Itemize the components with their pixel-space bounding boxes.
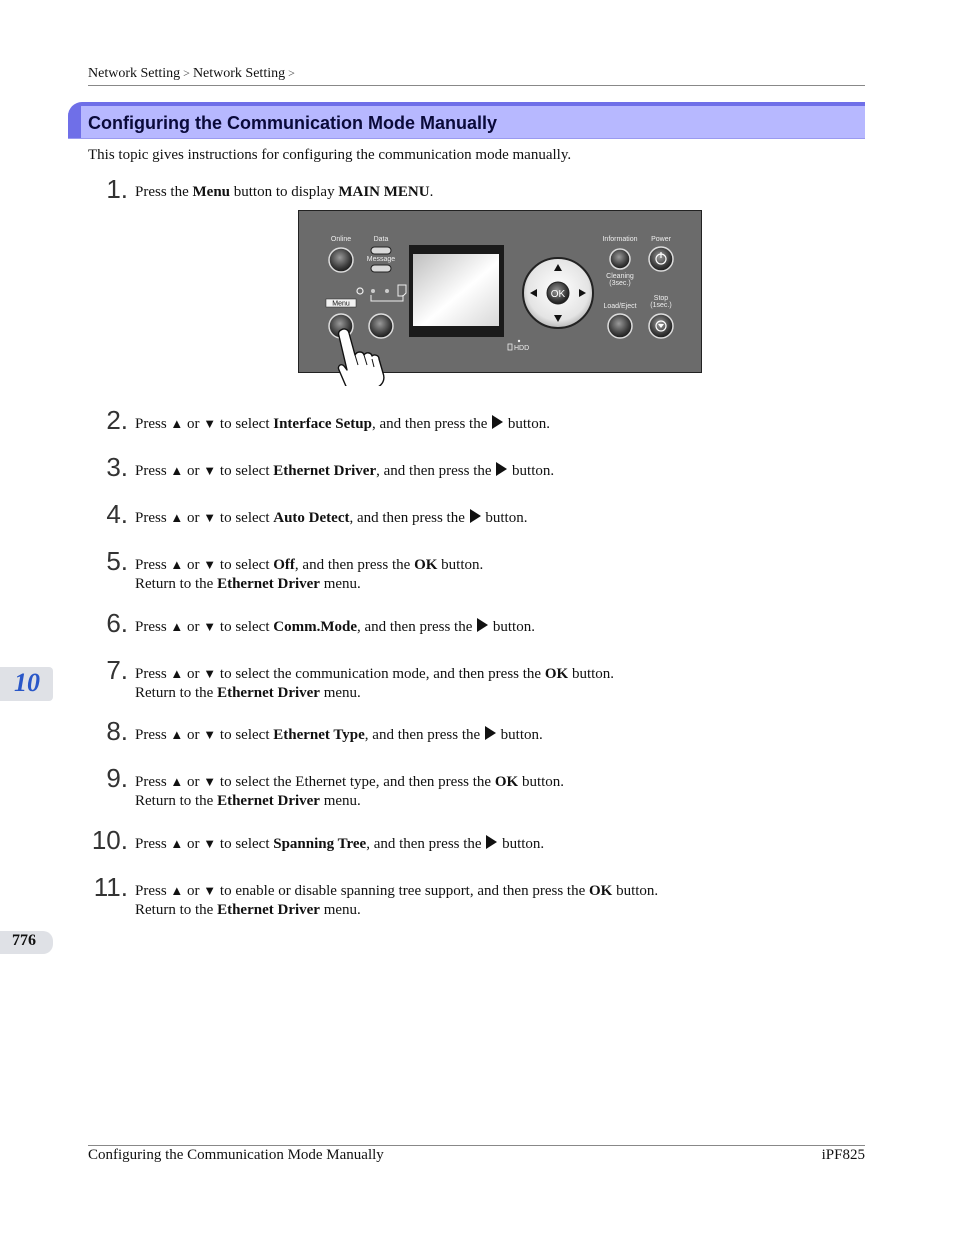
breadcrumb [88, 66, 865, 86]
step-text-part: to select [219, 727, 270, 743]
down-arrow-icon: ▼ [203, 463, 217, 478]
menu-item-name: Spanning Tree [273, 836, 367, 852]
step-text-part: , and then press the [364, 727, 481, 743]
page-title: Configuring the Communication Mode Manually [88, 113, 497, 133]
cleaning-time-label: (3sec.) [609, 280, 631, 287]
step-text-part: menu. [323, 576, 361, 592]
ok-key-label: OK [544, 666, 569, 682]
right-arrow-icon [485, 726, 496, 740]
step-text-part: or [187, 416, 200, 432]
up-arrow-icon: ▲ [170, 510, 184, 525]
chapter-tab[interactable] [0, 667, 53, 701]
step-number: 7. [106, 655, 128, 685]
right-arrow-icon [470, 509, 481, 523]
step-text-part: button to display [233, 184, 335, 200]
menu-item-name: Interface Setup [273, 416, 372, 432]
power-button[interactable] [649, 247, 673, 271]
step-number: 11. [93, 872, 128, 902]
step-text-part: Press [135, 557, 167, 573]
step-text-part: Return to the [135, 793, 214, 809]
step-text-part: button. [507, 416, 550, 432]
down-arrow-icon: ▼ [203, 883, 217, 898]
step-text-part: to select [219, 510, 270, 526]
down-arrow-icon: ▼ [203, 774, 217, 789]
page-number: 776 [12, 932, 36, 949]
step-text-part: , and then press the [356, 619, 473, 635]
intro-text: This topic gives instructions for configuring the communication mode manually. [88, 147, 572, 163]
step-text-part: , and then press the [294, 557, 411, 573]
step-number: 8. [106, 716, 128, 746]
menu-item-name: Auto Detect [273, 510, 350, 526]
step-text-part: Press [135, 619, 167, 635]
down-arrow-icon: ▼ [203, 557, 217, 572]
chapter-number: 10 [14, 668, 40, 697]
up-arrow-icon: ▲ [170, 727, 184, 742]
step-number: 4. [106, 499, 128, 529]
step-text [135, 617, 535, 637]
menu-label: Menu [332, 300, 350, 308]
step-text-part: , and then press the [371, 416, 488, 432]
step-text-part: Return to the [135, 685, 214, 701]
step-text-part: Press [135, 666, 167, 682]
breadcrumb-separator: > [288, 66, 295, 80]
step-text-part: Press the [135, 184, 189, 200]
step-text-part: to select the communication mode, and then press the [219, 666, 542, 682]
online-button[interactable] [329, 248, 353, 272]
up-arrow-icon: ▲ [170, 836, 184, 851]
step-text-part: or [187, 510, 200, 526]
step-text-part: button. [485, 510, 528, 526]
step-text-part: or [187, 883, 200, 899]
indicator-icon [385, 289, 389, 293]
step-text-part: button. [500, 727, 543, 743]
control-panel-svg [298, 210, 702, 386]
display-screen [413, 254, 499, 326]
step-text-part: button. [616, 883, 659, 899]
information-label: Information [602, 236, 638, 243]
step-text-part: or [187, 836, 200, 852]
data-lamp [371, 247, 391, 254]
control-panel-illustration [298, 210, 702, 386]
information-button[interactable] [610, 249, 630, 269]
step-text-part: or [187, 557, 200, 573]
breadcrumb-item[interactable]: Network Setting [192, 66, 286, 81]
menu-item-name: Ethernet Driver [217, 685, 320, 701]
step-text-part: menu. [323, 793, 361, 809]
step-text-part: menu. [323, 902, 361, 918]
step-number: 3. [106, 452, 128, 482]
step-text-part: , and then press the [376, 463, 492, 479]
step-text-part: Press [135, 727, 167, 743]
step-text-part: . [429, 184, 434, 200]
up-arrow-icon: ▲ [170, 774, 184, 789]
step-text [135, 664, 614, 703]
footer-model: iPF825 [821, 1147, 865, 1163]
message-label: Message [366, 256, 396, 263]
menu-item-name: Ethernet Driver [273, 463, 377, 479]
step-text-part: or [187, 774, 200, 790]
footer [88, 1145, 865, 1164]
ok-key-label: OK [494, 774, 519, 790]
step-number: 6. [106, 608, 128, 638]
step-number: 1. [106, 174, 128, 204]
cleaning-label: Cleaning [606, 273, 634, 280]
step-text-part: button. [512, 463, 555, 479]
step-text-part: or [187, 666, 200, 682]
down-arrow-icon: ▼ [203, 619, 217, 634]
step-text-part: button. [521, 774, 565, 790]
ok-key-label: OK [414, 557, 438, 573]
step-number: 9. [106, 763, 128, 793]
menu-item-name: Ethernet Driver [217, 793, 320, 809]
load-eject-button[interactable] [608, 314, 632, 338]
main-menu-label: MAIN MENU [338, 184, 430, 200]
menu-key-label: Menu [192, 184, 230, 200]
down-arrow-icon: ▼ [203, 836, 217, 851]
step-text [135, 834, 544, 854]
step-text-part: , and then press the [366, 836, 482, 852]
up-arrow-icon: ▲ [170, 557, 184, 572]
step-text-part: Return to the [135, 902, 214, 918]
step-text [135, 461, 554, 481]
step-text-part: Return to the [135, 576, 214, 592]
message-lamp [371, 265, 391, 272]
step-text [135, 772, 564, 811]
hdd-label: HDD [514, 345, 530, 352]
right-arrow-icon [486, 835, 497, 849]
step-text-part: to enable or disable spanning tree support, and then press the [219, 883, 586, 899]
step-text-part: to select [219, 416, 270, 432]
up-arrow-icon: ▲ [170, 619, 184, 634]
ok-key-label: OK [589, 883, 613, 899]
step-text-part: , and then press the [349, 510, 465, 526]
breadcrumb-item[interactable]: Network Setting [88, 66, 181, 81]
down-arrow-icon: ▼ [203, 416, 217, 431]
step-text-part: to select [219, 836, 270, 852]
step-text-part: Press [135, 416, 167, 432]
step-text-part: Press [135, 510, 167, 526]
breadcrumb-separator: > [183, 66, 190, 80]
menu-item-name: Ethernet Type [273, 727, 365, 743]
up-arrow-icon: ▲ [170, 883, 184, 898]
step-number: 5. [106, 546, 128, 576]
down-arrow-icon: ▼ [203, 666, 217, 681]
step-text [135, 725, 543, 745]
step-text-part: to select [219, 463, 270, 479]
down-arrow-icon: ▼ [203, 510, 217, 525]
right-arrow-icon [496, 462, 507, 476]
menu-item-name: Comm.Mode [273, 619, 357, 635]
down-arrow-icon: ▼ [203, 727, 217, 742]
step-text-part: Press [135, 463, 167, 479]
step-text [135, 508, 527, 528]
step-text-part: or [187, 619, 200, 635]
right-arrow-icon [492, 415, 503, 429]
step-number: 10. [91, 825, 128, 855]
menu-item-name: Ethernet Driver [217, 902, 320, 918]
right-arrow-icon [477, 618, 488, 632]
page-number-tab [0, 931, 53, 954]
step-text-part: button. [502, 836, 545, 852]
step-text [135, 555, 483, 594]
step-number: 2. [106, 405, 128, 435]
footer-title: Configuring the Communication Mode Manually [88, 1147, 384, 1163]
step-text-part: or [187, 727, 200, 743]
step-text-part: to select [219, 619, 270, 635]
step-text-part: button. [492, 619, 535, 635]
data-label: Data [373, 236, 389, 243]
hdd-lamp [518, 340, 520, 342]
indicator-icon [371, 289, 375, 293]
ok-label: OK [550, 289, 566, 300]
step-text-part: Press [135, 883, 167, 899]
step-text-part: menu. [323, 685, 361, 701]
menu-item-name: Ethernet Driver [217, 576, 320, 592]
step-text-part: button. [571, 666, 615, 682]
step-text-part: to select [219, 557, 270, 573]
online-label: Online [330, 236, 352, 243]
menu-item-name: Off [273, 557, 295, 573]
step-text-part: Press [135, 774, 167, 790]
stop-time-label: (1sec.) [650, 302, 672, 309]
step-text-part: button. [441, 557, 484, 573]
step-text [135, 183, 433, 202]
step-text-part: or [187, 463, 200, 479]
step-text [135, 881, 658, 920]
step-text [135, 414, 550, 434]
power-label: Power [651, 236, 671, 243]
step-text-part: to select the Ethernet type, and then press the [219, 774, 492, 790]
up-arrow-icon: ▲ [170, 666, 184, 681]
up-arrow-icon: ▲ [170, 463, 184, 478]
back-button[interactable] [369, 314, 393, 338]
stop-label: Stop [653, 295, 669, 302]
load-eject-label: Load/Eject [603, 303, 637, 310]
section-title-bar [68, 102, 865, 139]
up-arrow-icon: ▲ [170, 416, 184, 431]
step-text-part: Press [135, 836, 167, 852]
